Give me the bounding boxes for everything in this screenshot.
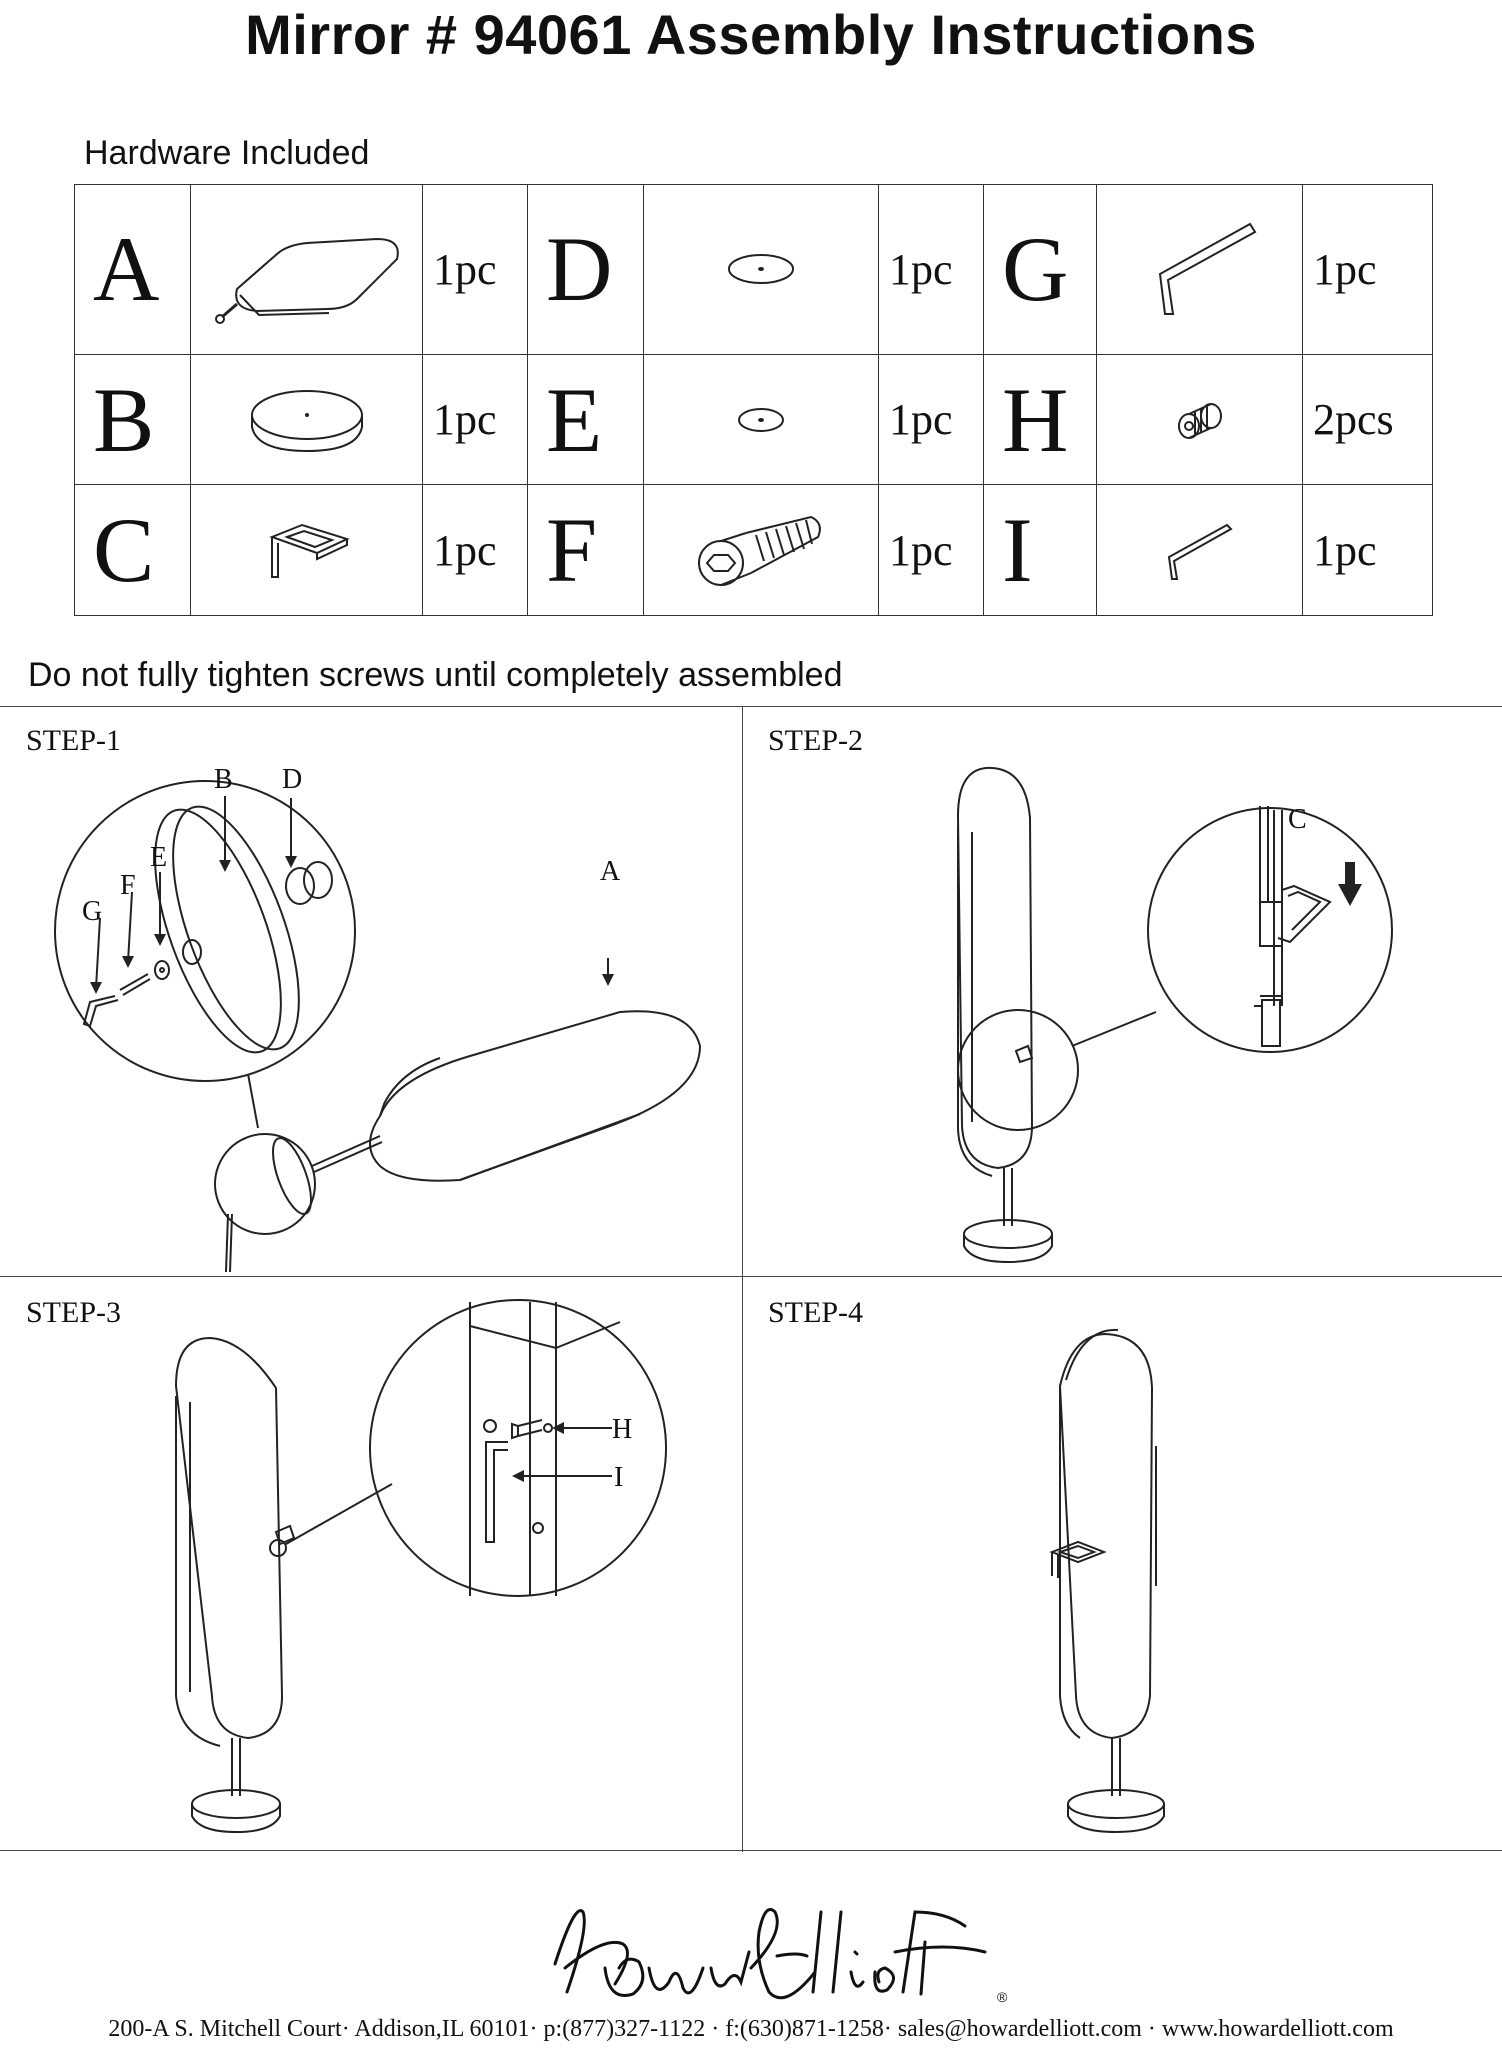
bolt-icon (644, 485, 879, 616)
hardware-qty: 1pc (879, 185, 984, 355)
callout-D: D (282, 764, 303, 795)
callout-I: I (614, 1462, 624, 1493)
square-hook-icon (191, 485, 423, 616)
hardware-qty: 1pc (879, 354, 984, 485)
hardware-letter: E (528, 354, 644, 485)
callout-G: G (82, 896, 103, 927)
callout-H: H (612, 1414, 633, 1445)
hardware-qty: 1pc (879, 485, 984, 616)
registered-mark: ® (997, 1989, 1008, 2005)
hardware-letter: C (75, 485, 191, 616)
callout-B: B (214, 764, 233, 795)
large-washer-icon (644, 185, 879, 355)
round-base-icon (191, 354, 423, 485)
step-2-label: STEP-2 (768, 724, 864, 757)
hardware-qty: 1pc (423, 485, 528, 616)
hardware-qty: 1pc (423, 185, 528, 355)
hardware-letter: H (984, 354, 1097, 485)
hardware-letter: A (75, 185, 191, 355)
hardware-qty: 1pc (1303, 185, 1433, 355)
signature-logo (545, 1872, 1015, 2022)
set-screw-icon (1097, 354, 1303, 485)
hardware-row (75, 485, 1433, 616)
small-washer-icon (644, 354, 879, 485)
step-2-illustration (742, 706, 1502, 1276)
grid-line (0, 1850, 1502, 1851)
callout-F: F (120, 870, 136, 901)
tighten-warning: Do not fully tighten screws until completely assembled (28, 656, 843, 694)
hardware-letter: D (528, 185, 644, 355)
footer-contact: 200-A S. Mitchell Court· Addison,IL 60101· p:(877)327-1122 · f:(630)871-1258· sales@howardelliott.com · www.howardelliott.com (108, 2016, 1394, 2042)
hardware-letter: F (528, 485, 644, 616)
hardware-qty: 1pc (1303, 485, 1433, 616)
mirror-panel-icon (191, 185, 423, 355)
page-title: Mirror # 94061 Assembly Instructions (245, 3, 1257, 66)
hardware-table (74, 184, 1433, 616)
hardware-row (75, 185, 1433, 355)
step-1-label: STEP-1 (26, 724, 122, 757)
step-3-illustration (0, 1276, 742, 1850)
step-4-illustration (742, 1276, 1502, 1850)
step-1-illustration (0, 706, 742, 1276)
hardware-label: Hardware Included (84, 134, 370, 172)
hardware-qty: 1pc (423, 354, 528, 485)
hardware-letter: I (984, 485, 1097, 616)
hardware-letter: G (984, 185, 1097, 355)
callout-E: E (150, 842, 168, 873)
hardware-qty: 2pcs (1303, 354, 1433, 485)
callout-C: C (1288, 804, 1307, 835)
hardware-letter: B (75, 354, 191, 485)
small-allen-key-icon (1097, 485, 1303, 616)
step-4-label: STEP-4 (768, 1296, 864, 1329)
hardware-row (75, 354, 1433, 485)
callout-A: A (600, 856, 621, 887)
steps-grid (0, 706, 1502, 1852)
large-allen-key-icon (1097, 185, 1303, 355)
step-3-label: STEP-3 (26, 1296, 122, 1329)
